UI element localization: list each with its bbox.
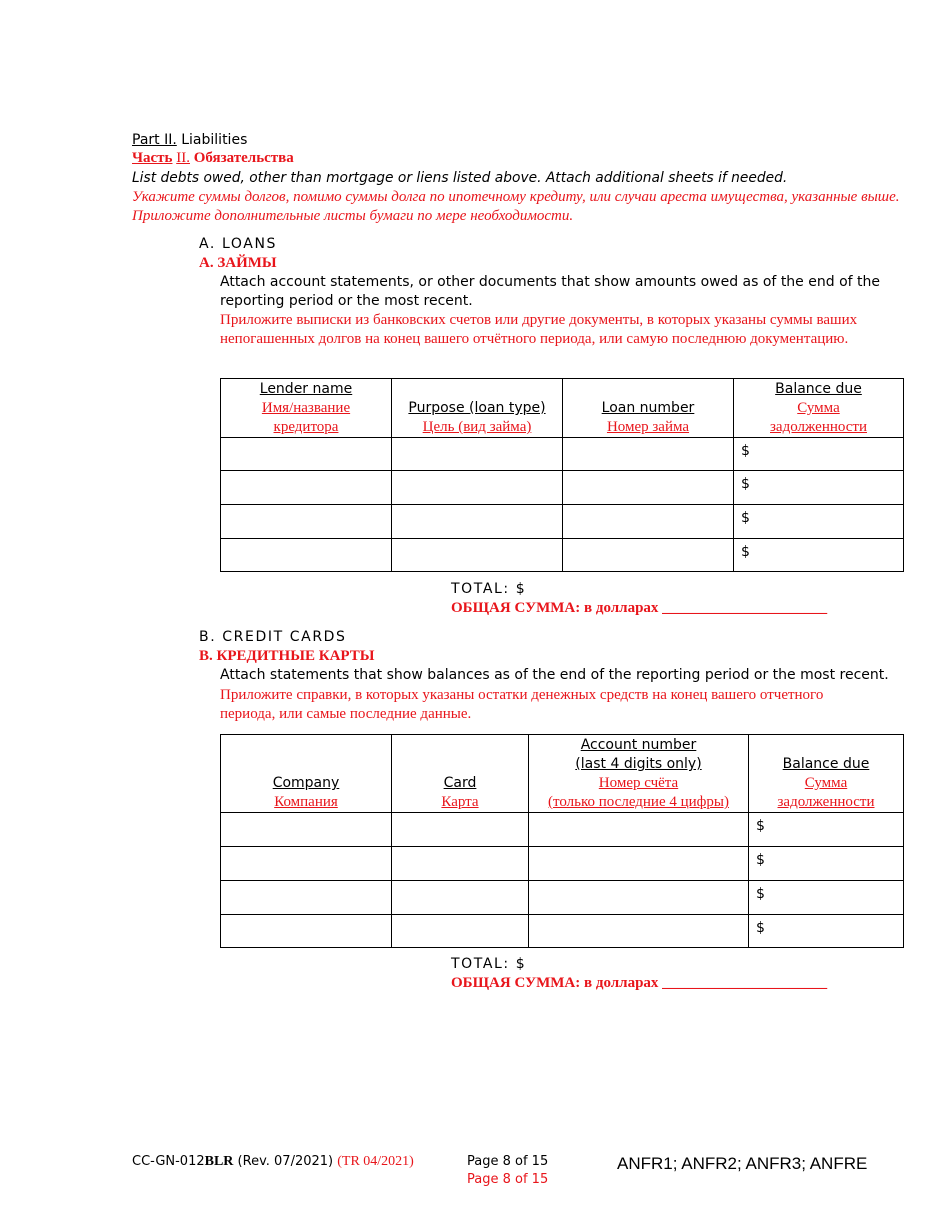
loans-col-balance bbox=[734, 379, 904, 438]
loans-instructions-en: Attach account statements, or other documents that show amounts owed as of the end of the reporting period or the most recent. bbox=[220, 274, 880, 309]
table-row bbox=[221, 438, 904, 471]
loans-col-purpose-ru: Цель (вид займа) bbox=[422, 419, 532, 435]
cards-account-input[interactable] bbox=[529, 847, 749, 881]
loans-total-en: TOTAL: $ bbox=[451, 581, 527, 597]
cards-company-input[interactable] bbox=[221, 847, 392, 881]
loans-lender-input[interactable] bbox=[221, 505, 392, 539]
cards-col-account-en: Account number bbox=[580, 737, 697, 753]
cards-total-ru-label: ОБЩАЯ СУММА: в долларах bbox=[451, 975, 659, 991]
cards-company-input[interactable] bbox=[221, 813, 392, 847]
cards-balance-input[interactable]: $ bbox=[749, 915, 904, 948]
cards-total-blank[interactable]: ______________________ bbox=[662, 975, 828, 991]
form-revision: (Rev. 07/2021) bbox=[233, 1154, 338, 1169]
cards-card-input[interactable] bbox=[392, 847, 529, 881]
cards-balance-input[interactable]: $ bbox=[749, 881, 904, 915]
cards-heading-ru: В. КРЕДИТНЫЕ КАРТЫ bbox=[199, 648, 375, 664]
document-ids: ANFR1; ANFR2; ANFR3; ANFRE bbox=[617, 1154, 868, 1173]
table-row bbox=[221, 915, 904, 948]
loans-col-purpose bbox=[392, 379, 563, 438]
cards-col-card-en: Card bbox=[443, 775, 477, 791]
table-row bbox=[221, 539, 904, 572]
loans-total-blank[interactable]: ______________________ bbox=[662, 600, 828, 616]
loans-total-ru-label: ОБЩАЯ СУММА: в долларах bbox=[451, 600, 659, 616]
cards-account-input[interactable] bbox=[529, 813, 749, 847]
cards-header-row bbox=[221, 735, 904, 813]
cards-col-balance-ru: Сумма задолженности bbox=[777, 775, 875, 810]
part-prefix-ru: Часть bbox=[132, 150, 173, 166]
cards-col-card-ru: Карта bbox=[441, 794, 479, 810]
loans-balance-input[interactable]: $ bbox=[734, 471, 904, 505]
part-title-text-ru: Обязательства bbox=[189, 150, 294, 166]
cards-instructions-ru: Приложите справки, в которых указаны остатки денежных средств на конец вашего отчетного периода, или самые последние данные. bbox=[220, 687, 824, 722]
part-number-en: Part II. bbox=[132, 132, 177, 148]
cards-card-input[interactable] bbox=[392, 881, 529, 915]
loans-col-number bbox=[563, 379, 734, 438]
cards-card-input[interactable] bbox=[392, 915, 529, 948]
loans-purpose-input[interactable] bbox=[392, 471, 563, 505]
table-row bbox=[221, 505, 904, 539]
part-instructions-ru: Укажите суммы долгов, помимо суммы долга по ипотечному кредиту, или случаи ареста имущества, указанные выше. Приложите дополнительные листы бумаги по мере необходимости. bbox=[132, 189, 900, 224]
cards-col-account-en2: (last 4 digits only) bbox=[575, 756, 702, 772]
loans-lender-input[interactable] bbox=[221, 471, 392, 505]
loans-col-lender-ru: Имя/название кредитора bbox=[261, 400, 351, 435]
loans-col-number-en: Loan number bbox=[601, 400, 695, 416]
cards-col-company bbox=[221, 735, 392, 813]
cards-col-company-ru: Компания bbox=[274, 794, 338, 810]
cards-account-input[interactable] bbox=[529, 915, 749, 948]
loans-col-lender-en: Lender name bbox=[259, 381, 353, 397]
loans-col-purpose-en: Purpose (loan type) bbox=[408, 400, 546, 416]
loans-number-input[interactable] bbox=[563, 438, 734, 471]
loans-number-input[interactable] bbox=[563, 539, 734, 572]
cards-company-input[interactable] bbox=[221, 915, 392, 948]
cards-company-input[interactable] bbox=[221, 881, 392, 915]
table-row bbox=[221, 471, 904, 505]
cards-col-balance-en: Balance due bbox=[782, 756, 870, 772]
cards-col-account-ru2: (только последние 4 цифры) bbox=[548, 794, 729, 810]
loans-balance-input[interactable]: $ bbox=[734, 438, 904, 471]
loans-lender-input[interactable] bbox=[221, 438, 392, 471]
cards-heading-en: B. CREDIT CARDS bbox=[199, 629, 347, 645]
cards-col-balance bbox=[749, 735, 904, 813]
page-number-en: Page 8 of 15 bbox=[467, 1154, 549, 1169]
loans-lender-input[interactable] bbox=[221, 539, 392, 572]
cards-card-input[interactable] bbox=[392, 813, 529, 847]
loans-col-lender bbox=[221, 379, 392, 438]
part-number-ru: II. bbox=[176, 150, 190, 166]
loans-heading-en: A. LOANS bbox=[199, 236, 278, 252]
cards-account-input[interactable] bbox=[529, 881, 749, 915]
cards-col-company-en: Company bbox=[272, 775, 340, 791]
cards-balance-input[interactable]: $ bbox=[749, 847, 904, 881]
table-row bbox=[221, 881, 904, 915]
loans-table bbox=[220, 378, 904, 572]
loans-header-row bbox=[221, 379, 904, 438]
loans-col-balance-en: Balance due bbox=[775, 381, 862, 397]
table-row bbox=[221, 813, 904, 847]
part-title-ru bbox=[132, 150, 294, 167]
loans-purpose-input[interactable] bbox=[392, 438, 563, 471]
cards-table bbox=[220, 734, 904, 948]
loans-total-ru bbox=[451, 600, 827, 617]
cards-col-account-ru: Номер счёта bbox=[598, 775, 679, 791]
form-translation-rev: (TR 04/2021) bbox=[337, 1154, 414, 1169]
loans-heading-ru: А. ЗАЙМЫ bbox=[199, 255, 277, 271]
part-instructions-en: List debts owed, other than mortgage or liens listed above. Attach additional sheets if needed. bbox=[132, 170, 788, 186]
loans-instructions-ru: Приложите выписки из банковских счетов или другие документы, в которых указаны суммы ваших непогашенных долгов на конец вашего отчётного периода, или самую последнюю документацию. bbox=[220, 312, 858, 347]
page-number-ru: Page 8 of 15 bbox=[467, 1172, 549, 1187]
cards-col-account bbox=[529, 735, 749, 813]
cards-balance-input[interactable]: $ bbox=[749, 813, 904, 847]
loans-number-input[interactable] bbox=[563, 471, 734, 505]
loans-purpose-input[interactable] bbox=[392, 539, 563, 572]
table-row bbox=[221, 847, 904, 881]
loans-purpose-input[interactable] bbox=[392, 505, 563, 539]
cards-total-en: TOTAL: $ bbox=[451, 956, 527, 972]
part-title-text-en: Liabilities bbox=[176, 132, 248, 148]
loans-number-input[interactable] bbox=[563, 505, 734, 539]
loans-balance-input[interactable]: $ bbox=[734, 539, 904, 572]
part-title-en bbox=[132, 132, 247, 148]
form-code-bold: BLR bbox=[204, 1154, 234, 1169]
cards-col-card bbox=[392, 735, 529, 813]
loans-balance-input[interactable]: $ bbox=[734, 505, 904, 539]
loans-col-number-ru: Номер займа bbox=[606, 419, 690, 435]
form-code-prefix: CC-GN-012 bbox=[132, 1154, 205, 1169]
loans-col-balance-ru: Сумма задолженности bbox=[770, 400, 867, 435]
cards-total-ru bbox=[451, 975, 827, 992]
cards-instructions-en: Attach statements that show balances as of the end of the reporting period or the most recent. bbox=[220, 667, 889, 683]
form-code bbox=[132, 1154, 414, 1170]
